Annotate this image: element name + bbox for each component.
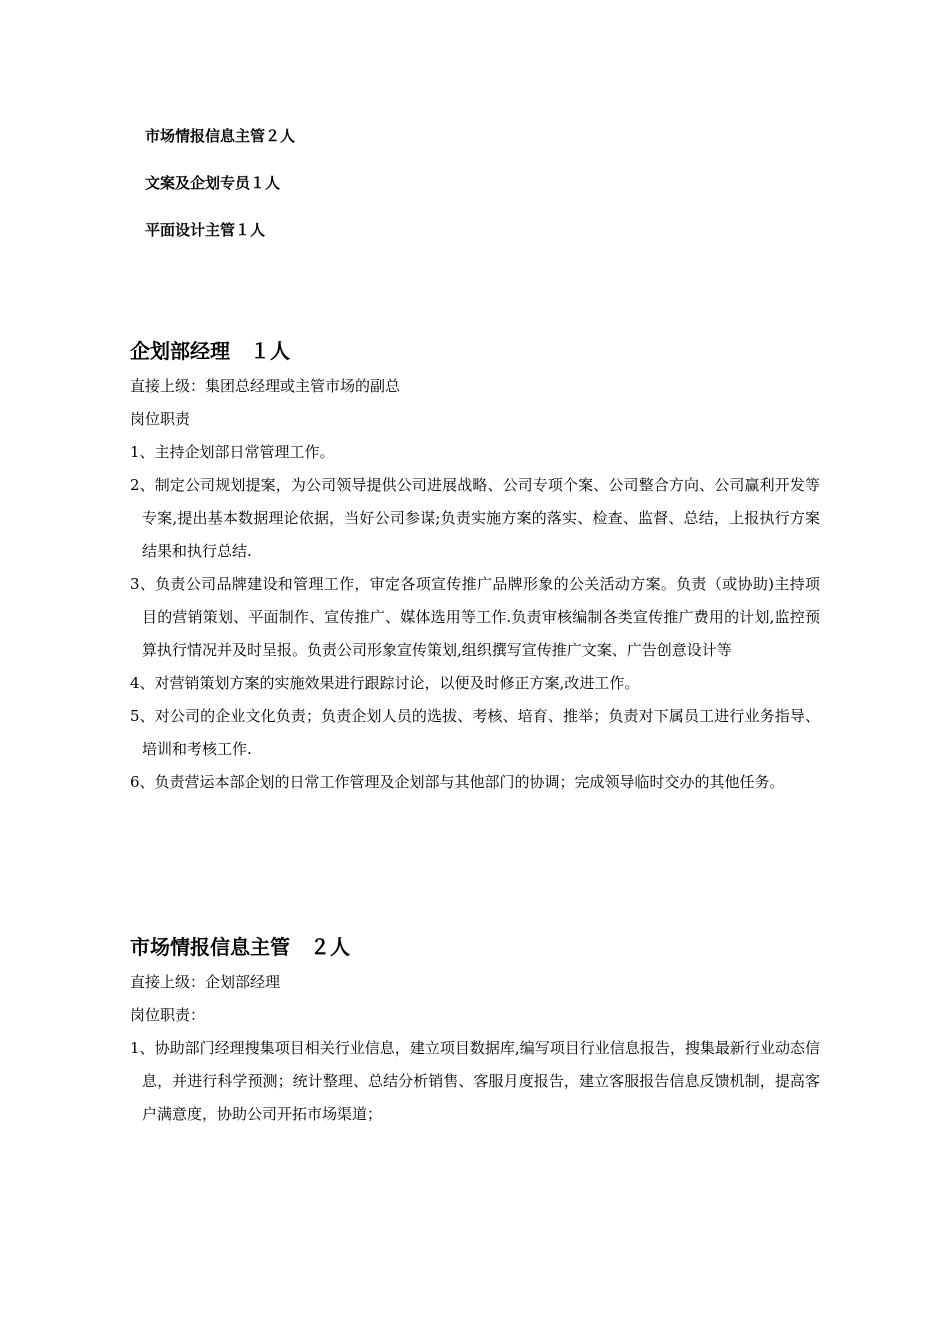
duties-heading: 岗位职责： xyxy=(130,1006,206,1024)
duty-item: 5、对公司的企业文化负责；负责企划人员的选拔、考核、培育、推举；负责对下属员工进行业务指导、培训和考核工作. xyxy=(130,707,820,758)
direct-superior: 直接上级：企划部经理 xyxy=(130,973,281,991)
summary-item: 文案及企划专员１人 xyxy=(145,174,281,192)
duty-item: 3、负责公司品牌建设和管理工作，审定各项宣传推广品牌形象的公关活动方案。负责（或协助)主持项目的营销策划、平面制作、宣传推广、媒体选用等工作.负责审核编制各类宣传推广费用的计划,监控预算执行情况并及时呈报。负责公司形象宣传策划,组织撰写宣传推广文案、广告创意设计等 xyxy=(130,575,820,659)
staffing-summary xyxy=(145,124,295,265)
summary-item: 平面设计主管１人 xyxy=(145,221,266,239)
duty-item: 2、制定公司规划提案，为公司领导提供公司进展战略、公司专项个案、公司整合方向、公司赢利开发等专案,提出基本数据理论依据，当好公司参谋;负责实施方案的落实、检查、监督、总结，上报执行方案结果和执行总结. xyxy=(130,476,820,560)
section-market-intel-supervisor xyxy=(130,932,820,1131)
duty-item: 4、对营销策划方案的实施效果进行跟踪讨论，以便及时修正方案,改进工作。 xyxy=(130,674,640,692)
section-title: 市场情报信息主管 ２人 xyxy=(130,935,350,959)
duty-item: 1、协助部门经理搜集项目相关行业信息，建立项目数据库,编写项目行业信息报告，搜集最新行业动态信息，并进行科学预测；统计整理、总结分析销售、客服月度报告，建立客服报告信息反馈机制，提高客户满意度，协助公司开拓市场渠道； xyxy=(130,1039,820,1123)
duty-item: 1、主持企划部日常管理工作。 xyxy=(130,443,335,461)
duty-item: 6、负责营运本部企划的日常工作管理及企划部与其他部门的协调；完成领导临时交办的其他任务。 xyxy=(130,773,785,791)
section-title: 企划部经理 １人 xyxy=(130,339,290,363)
section-planning-manager xyxy=(130,336,820,799)
direct-superior: 直接上级：集团总经理或主管市场的副总 xyxy=(130,377,401,395)
duties-heading: 岗位职责 xyxy=(130,410,191,428)
summary-item: 市场情报信息主管２人 xyxy=(145,127,296,145)
